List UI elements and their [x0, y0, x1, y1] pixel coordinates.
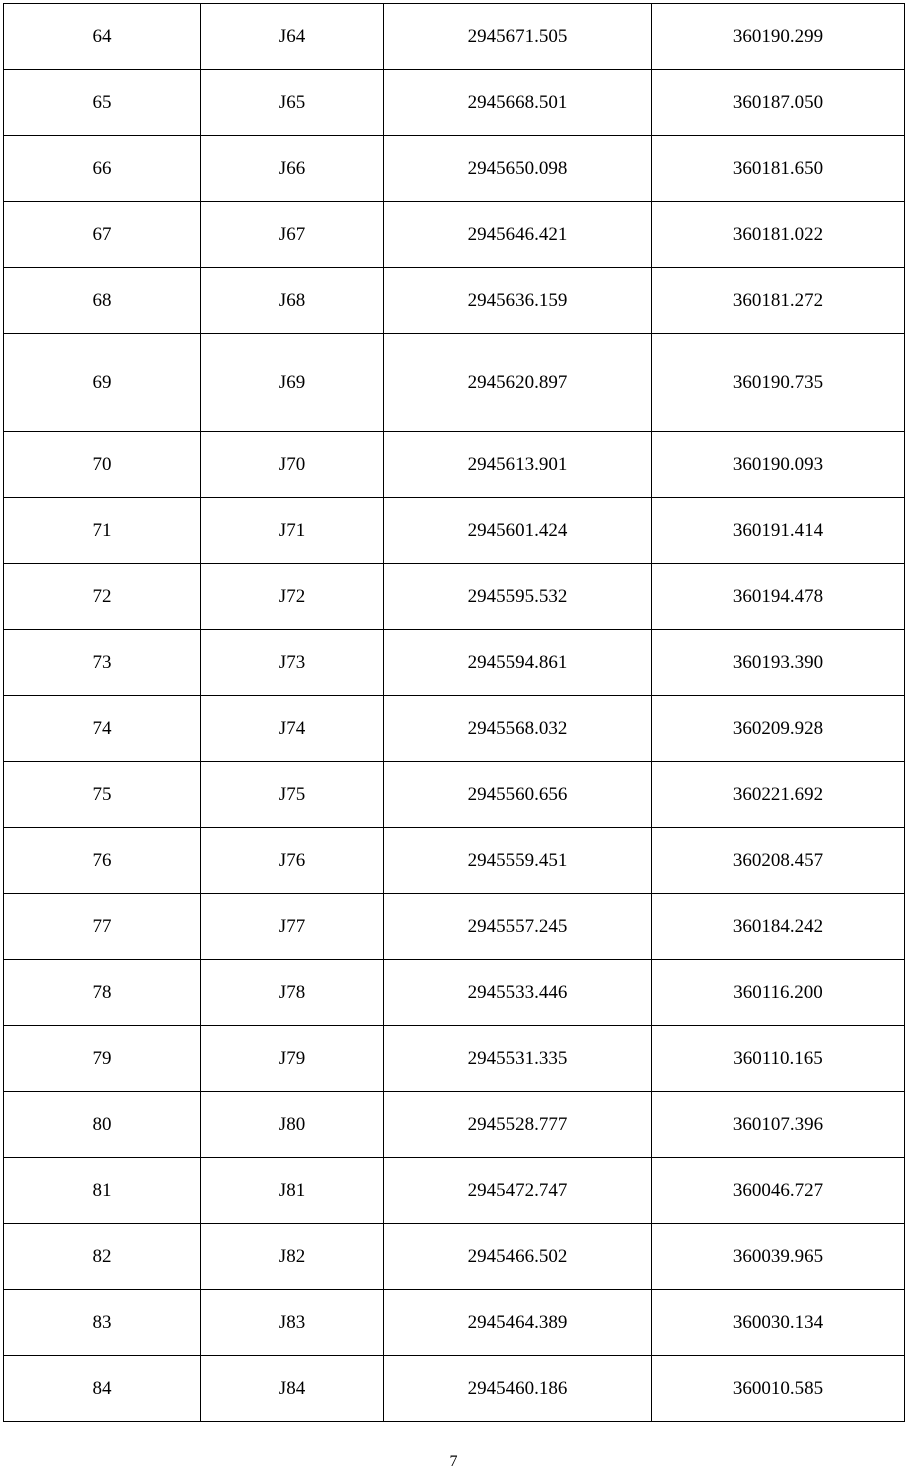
x-coordinate-cell: 2945636.159 — [384, 268, 652, 334]
point-id-cell: J77 — [201, 894, 384, 960]
row-number-cell: 72 — [4, 564, 201, 630]
row-number-cell: 65 — [4, 70, 201, 136]
row-number-cell: 76 — [4, 828, 201, 894]
y-coordinate-cell: 360187.050 — [652, 70, 905, 136]
y-coordinate-cell: 360190.093 — [652, 432, 905, 498]
point-id-cell: J82 — [201, 1224, 384, 1290]
y-coordinate-cell: 360221.692 — [652, 762, 905, 828]
row-number-cell: 77 — [4, 894, 201, 960]
y-coordinate-cell: 360181.022 — [652, 202, 905, 268]
point-id-cell: J79 — [201, 1026, 384, 1092]
point-id-cell: J84 — [201, 1356, 384, 1422]
row-number-cell: 64 — [4, 4, 201, 70]
row-number-cell: 71 — [4, 498, 201, 564]
point-id-cell: J66 — [201, 136, 384, 202]
point-id-cell: J76 — [201, 828, 384, 894]
point-id-cell: J73 — [201, 630, 384, 696]
point-id-cell: J68 — [201, 268, 384, 334]
y-coordinate-cell: 360208.457 — [652, 828, 905, 894]
y-coordinate-cell: 360190.735 — [652, 334, 905, 432]
table-row — [4, 630, 905, 696]
y-coordinate-cell: 360181.272 — [652, 268, 905, 334]
point-id-cell: J69 — [201, 334, 384, 432]
table-row — [4, 1356, 905, 1422]
table-row — [4, 696, 905, 762]
x-coordinate-cell: 2945559.451 — [384, 828, 652, 894]
row-number-cell: 74 — [4, 696, 201, 762]
x-coordinate-cell: 2945557.245 — [384, 894, 652, 960]
y-coordinate-cell: 360181.650 — [652, 136, 905, 202]
y-coordinate-cell: 360030.134 — [652, 1290, 905, 1356]
point-id-cell: J83 — [201, 1290, 384, 1356]
y-coordinate-cell: 360191.414 — [652, 498, 905, 564]
table-row — [4, 202, 905, 268]
x-coordinate-cell: 2945613.901 — [384, 432, 652, 498]
table-row — [4, 894, 905, 960]
x-coordinate-cell: 2945668.501 — [384, 70, 652, 136]
y-coordinate-cell: 360209.928 — [652, 696, 905, 762]
y-coordinate-cell: 360190.299 — [652, 4, 905, 70]
point-id-cell: J64 — [201, 4, 384, 70]
row-number-cell: 70 — [4, 432, 201, 498]
row-number-cell: 66 — [4, 136, 201, 202]
point-id-cell: J75 — [201, 762, 384, 828]
x-coordinate-cell: 2945472.747 — [384, 1158, 652, 1224]
table-row — [4, 564, 905, 630]
x-coordinate-cell: 2945568.032 — [384, 696, 652, 762]
x-coordinate-cell: 2945601.424 — [384, 498, 652, 564]
x-coordinate-cell: 2945646.421 — [384, 202, 652, 268]
y-coordinate-cell: 360184.242 — [652, 894, 905, 960]
table-row — [4, 1092, 905, 1158]
row-number-cell: 78 — [4, 960, 201, 1026]
x-coordinate-cell: 2945594.861 — [384, 630, 652, 696]
point-id-cell: J65 — [201, 70, 384, 136]
table-row — [4, 762, 905, 828]
table-row — [4, 136, 905, 202]
table-row — [4, 1158, 905, 1224]
x-coordinate-cell: 2945464.389 — [384, 1290, 652, 1356]
table-row — [4, 498, 905, 564]
point-id-cell: J67 — [201, 202, 384, 268]
y-coordinate-cell: 360107.396 — [652, 1092, 905, 1158]
table-row — [4, 334, 905, 432]
x-coordinate-cell: 2945560.656 — [384, 762, 652, 828]
x-coordinate-cell: 2945460.186 — [384, 1356, 652, 1422]
point-id-cell: J70 — [201, 432, 384, 498]
x-coordinate-cell: 2945671.505 — [384, 4, 652, 70]
row-number-cell: 82 — [4, 1224, 201, 1290]
row-number-cell: 68 — [4, 268, 201, 334]
row-number-cell: 81 — [4, 1158, 201, 1224]
row-number-cell: 67 — [4, 202, 201, 268]
point-id-cell: J74 — [201, 696, 384, 762]
row-number-cell: 83 — [4, 1290, 201, 1356]
row-number-cell: 73 — [4, 630, 201, 696]
y-coordinate-cell: 360116.200 — [652, 960, 905, 1026]
table-row — [4, 70, 905, 136]
x-coordinate-cell: 2945531.335 — [384, 1026, 652, 1092]
table-row — [4, 1290, 905, 1356]
row-number-cell: 69 — [4, 334, 201, 432]
row-number-cell: 79 — [4, 1026, 201, 1092]
point-id-cell: J71 — [201, 498, 384, 564]
x-coordinate-cell: 2945650.098 — [384, 136, 652, 202]
table-row — [4, 4, 905, 70]
row-number-cell: 80 — [4, 1092, 201, 1158]
x-coordinate-cell: 2945620.897 — [384, 334, 652, 432]
x-coordinate-cell: 2945595.532 — [384, 564, 652, 630]
x-coordinate-cell: 2945528.777 — [384, 1092, 652, 1158]
point-id-cell: J81 — [201, 1158, 384, 1224]
y-coordinate-cell: 360110.165 — [652, 1026, 905, 1092]
y-coordinate-cell: 360039.965 — [652, 1224, 905, 1290]
y-coordinate-cell: 360046.727 — [652, 1158, 905, 1224]
x-coordinate-cell: 2945533.446 — [384, 960, 652, 1026]
page-number: 7 — [449, 1453, 458, 1470]
y-coordinate-cell: 360194.478 — [652, 564, 905, 630]
x-coordinate-cell: 2945466.502 — [384, 1224, 652, 1290]
row-number-cell: 84 — [4, 1356, 201, 1422]
y-coordinate-cell: 360193.390 — [652, 630, 905, 696]
point-id-cell: J80 — [201, 1092, 384, 1158]
table-row — [4, 432, 905, 498]
point-id-cell: J72 — [201, 564, 384, 630]
y-coordinate-cell: 360010.585 — [652, 1356, 905, 1422]
table-row — [4, 1224, 905, 1290]
table-row — [4, 268, 905, 334]
table-row — [4, 828, 905, 894]
row-number-cell: 75 — [4, 762, 201, 828]
table-row — [4, 1026, 905, 1092]
coordinate-table — [3, 3, 905, 1422]
point-id-cell: J78 — [201, 960, 384, 1026]
table-row — [4, 960, 905, 1026]
